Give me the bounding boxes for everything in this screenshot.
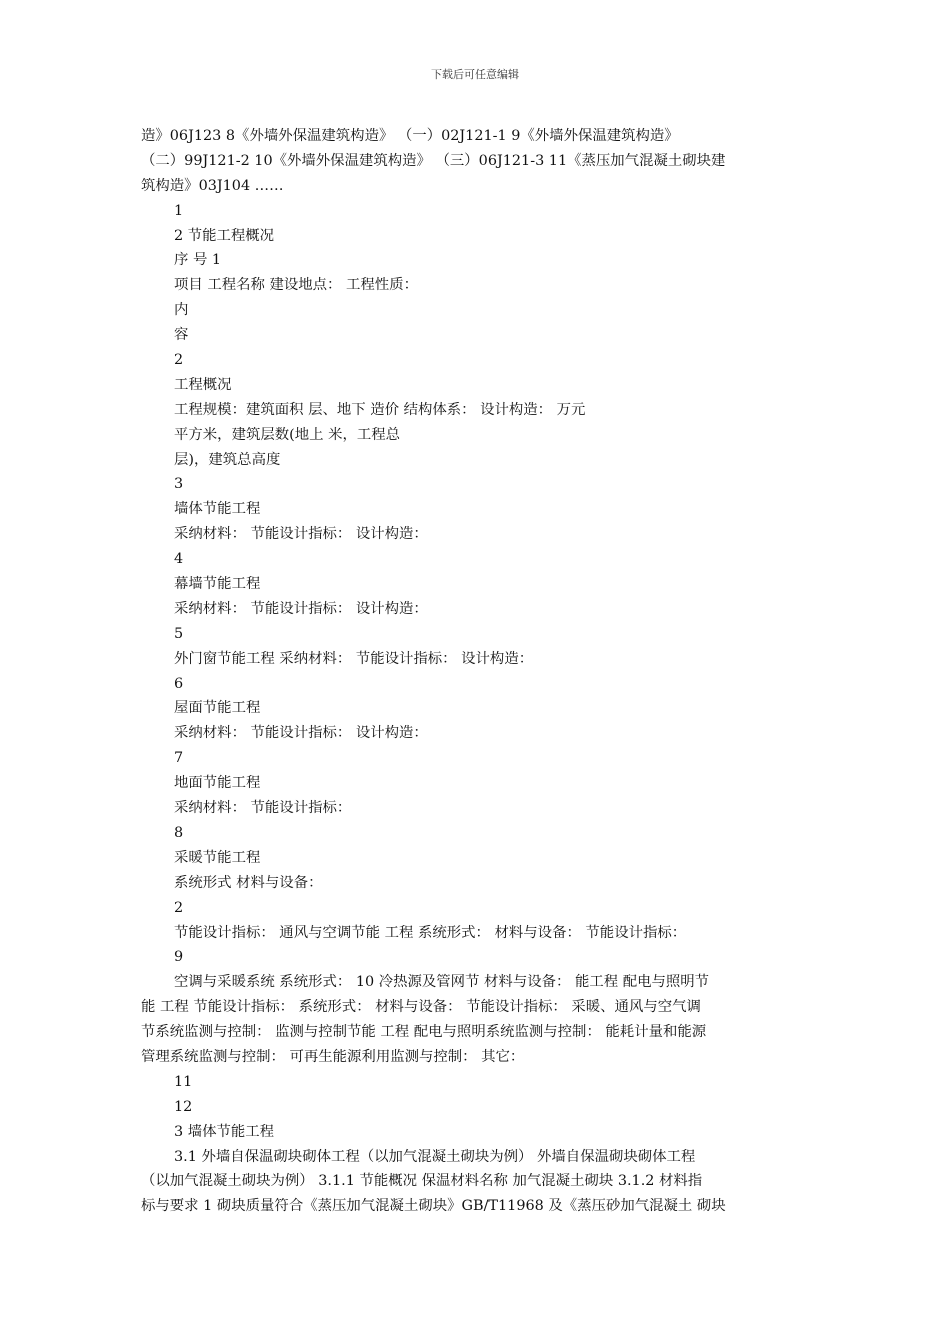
text-line: 平方米，建筑层数(地上 米，工程总 bbox=[174, 426, 401, 443]
text-line: 采纳材料： 节能设计指标： bbox=[174, 800, 352, 817]
text-line: 标与要求 1 砌块质量符合《蒸压加气混凝土砌块》GB/T11968 及《蒸压砂加气混凝土 砌块 bbox=[141, 1198, 726, 1215]
text-line: 工程概况 bbox=[174, 376, 232, 393]
text-line: 内 bbox=[174, 302, 189, 319]
text-line: 地面节能工程 bbox=[174, 775, 261, 792]
text-line: （二）99J121-2 10《外墙外保温建筑构造》 （三）06J121-3 11《蒸压加气混凝土砌块建 bbox=[141, 152, 726, 169]
text-line: 12 bbox=[174, 1098, 193, 1115]
text-line: 2 节能工程概况 bbox=[174, 227, 275, 244]
text-line: 7 bbox=[174, 750, 184, 767]
text-line: 外门窗节能工程 采纳材料： 节能设计指标： 设计构造： bbox=[174, 650, 534, 667]
page-header: 下载后可任意编辑 bbox=[431, 68, 519, 81]
text-line: 屋面节能工程 bbox=[174, 700, 261, 717]
text-line: 5 bbox=[174, 625, 184, 642]
text-line: 采纳材料： 节能设计指标： 设计构造： bbox=[174, 600, 428, 617]
text-line: 采纳材料： 节能设计指标： 设计构造： bbox=[174, 725, 428, 742]
text-line: 层)，建筑总高度 bbox=[174, 451, 281, 468]
text-line: 项目 工程名称 建设地点： 工程性质： bbox=[174, 277, 418, 294]
text-line: 1 bbox=[174, 202, 184, 219]
text-line: 8 bbox=[174, 824, 184, 841]
text-line: 幕墙节能工程 bbox=[174, 576, 261, 593]
text-line: 筑构造》03J104 …… bbox=[141, 177, 284, 194]
text-line: 采暖节能工程 bbox=[174, 849, 261, 866]
text-line: 2 bbox=[174, 352, 184, 369]
text-line: 3.1 外墙自保温砌块砌体工程（以加气混凝土砌块为例） 外墙自保温砌块砌体工程 bbox=[174, 1148, 696, 1165]
text-line: 4 bbox=[174, 551, 184, 568]
text-line: 容 bbox=[174, 327, 189, 344]
text-line: 3 墙体节能工程 bbox=[174, 1123, 275, 1140]
text-line: 节能设计指标： 通风与空调节能 工程 系统形式： 材料与设备： 节能设计指标： bbox=[174, 924, 687, 941]
text-line: 节系统监测与控制： 监测与控制节能 工程 配电与照明系统监测与控制： 能耗计量和能源 bbox=[141, 1024, 707, 1041]
text-line: 空调与采暖系统 系统形式： 10 冷热源及管网节 材料与设备： 能工程 配电与照明节 bbox=[174, 974, 710, 991]
text-line: （以加气混凝土砌块为例） 3.1.1 节能概况 保温材料名称 加气混凝土砌块 3.1.2 材料指 bbox=[141, 1173, 703, 1190]
text-line: 11 bbox=[174, 1073, 193, 1090]
text-line: 工程规模：建筑面积 层、地下 造价 结构体系： 设计构造： 万元 bbox=[174, 401, 586, 418]
document-body bbox=[141, 124, 813, 1219]
text-line: 采纳材料： 节能设计指标： 设计构造： bbox=[174, 526, 428, 543]
text-line: 6 bbox=[174, 675, 184, 692]
text-line: 系统形式 材料与设备： bbox=[174, 874, 323, 891]
text-line: 9 bbox=[174, 949, 184, 966]
text-line: 管理系统监测与控制： 可再生能源利用监测与控制： 其它： bbox=[141, 1048, 525, 1065]
text-line: 墙体节能工程 bbox=[174, 501, 261, 518]
text-line: 序 号 1 bbox=[174, 252, 222, 269]
text-line: 能 工程 节能设计指标： 系统形式： 材料与设备： 节能设计指标： 采暖、通风与空气调 bbox=[141, 999, 701, 1016]
text-line: 造》06J123 8《外墙外保温建筑构造》 （一）02J121-1 9《外墙外保温建筑构造》 bbox=[141, 128, 679, 144]
text-line: 3 bbox=[174, 476, 184, 493]
text-line: 2 bbox=[174, 899, 184, 916]
